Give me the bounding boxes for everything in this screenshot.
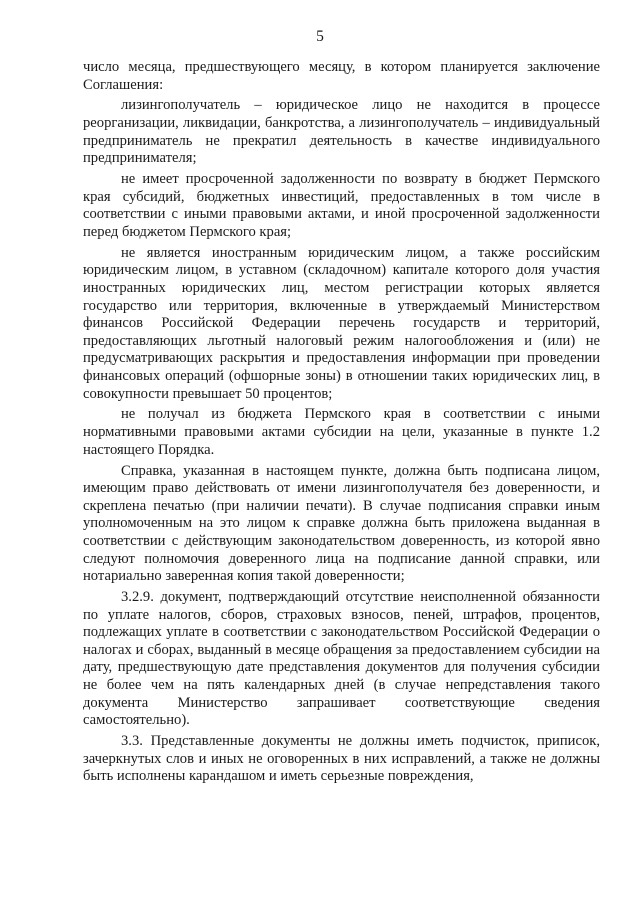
- paragraph-continuation: число месяца, предшествующего месяцу, в котором планируется заключение Соглашения:: [83, 59, 600, 93]
- page-number: 5: [316, 28, 324, 45]
- paragraph-not-in-liquidation: лизингополучатель – юридическое лицо не находится в процессе реорганизации, ликвидации, банкротства, а лизингополучатель – индивидуальный предприниматель не прекратил деятельность в качестве индивидуального предпринимателя;: [83, 97, 600, 167]
- paragraph-no-overdue-debt: не имеет просроченной задолженности по возврату в бюджет Пермского края субсидий, бюджетных инвестиций, предоставленных в том числе в соответствии с иными правовыми актами, и иной просроченной задолженности перед бюджетом Пермского края;: [83, 171, 600, 240]
- document-body: [83, 59, 600, 789]
- paragraph-not-foreign-entity: не является иностранным юридическим лицом, а также российским юридическим лицом, в уставном (складочном) капитале которого доля участия иностранных юридических лиц, местом регистрации которых является государство или территория, включенные в утверждаемый Министерством финансов Российской Федерации перечень государств и территорий, предоставляющих льготный налоговый режим налогообложения и (или) не предусматривающих раскрытия и предоставления информации при проведении финансовых операций (офшорные зоны) в отношении таких юридических лиц, в совокупности превышает 50 процентов;: [83, 244, 600, 402]
- paragraph-item-3-2-9: 3.2.9. документ, подтверждающий отсутствие неисполненной обязанности по уплате налогов, сборов, страховых взносов, пеней, штрафов, процентов, подлежащих уплате в соответствии с законодательством Российской Федерации о налогах и сборах, выданный в месяце обращения за предоставлением субсидии на дату, предшествующую дате представления документов для получения субсидии не более чем на пять календарных дней (в случае непредставления такого документа Министерство запрашивает соответствующие сведения самостоятельно).: [83, 589, 600, 729]
- paragraph-item-3-3: 3.3. Представленные документы не должны иметь подчисток, приписок, зачеркнутых слов и иных не оговоренных в них исправлений, а также не должны быть исполнены карандашом и иметь серьезные повреждения,: [83, 733, 600, 785]
- paragraph-certificate-signature: Справка, указанная в настоящем пункте, должна быть подписана лицом, имеющим право действовать от имени лизингополучателя без доверенности, и скреплена печатью (при наличии печати). В случае подписания справки иным уполномоченным на это лицом к справке должна быть приложена выданная в соответствии с действующим законодательством доверенность, из которой явно следуют полномочия доверенного лица на подписание данной справки, или нотариально заверенная копия такой доверенности;: [83, 462, 600, 585]
- paragraph-no-other-subsidies: не получал из бюджета Пермского края в соответствии с иными нормативными правовыми актами субсидии на цели, указанные в пункте 1.2 настоящего Порядка.: [83, 406, 600, 458]
